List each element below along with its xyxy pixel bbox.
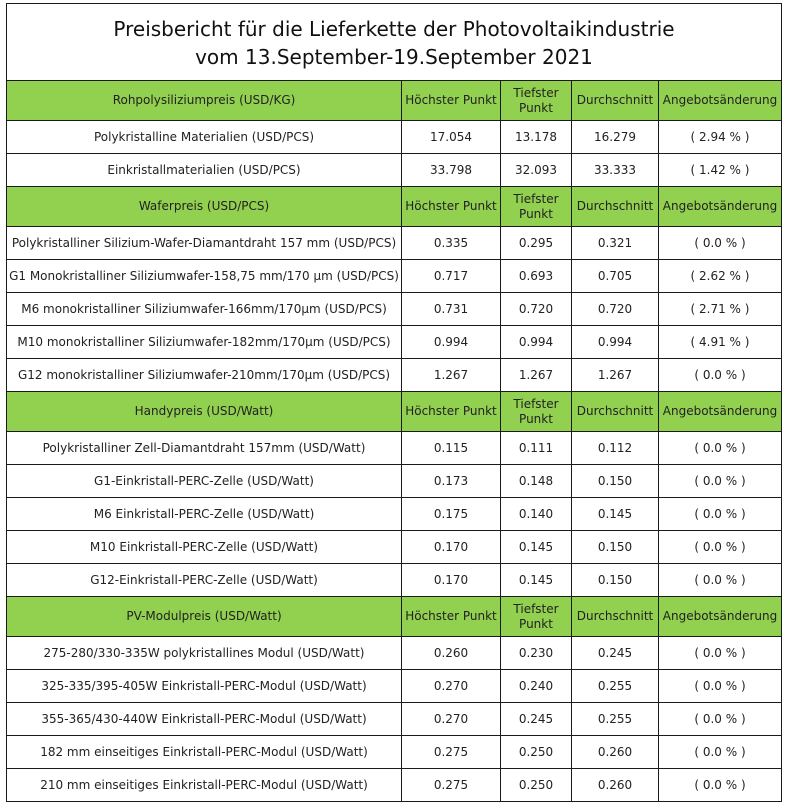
change-value: ( 0.0 % ): [659, 703, 782, 736]
change-value: ( 0.0 % ): [659, 564, 782, 597]
high-value: 17.054: [402, 121, 501, 154]
low-value: 0.250: [501, 736, 572, 769]
low-value: 0.245: [501, 703, 572, 736]
product-name: 275-280/330-335W polykristallines Modul (USD/Watt): [7, 637, 402, 670]
table-row: [7, 637, 782, 670]
avg-value: 0.321: [572, 227, 659, 260]
col-header-low: Tiefster Punkt: [501, 392, 572, 432]
table-row: [7, 736, 782, 769]
price-report-table: [6, 3, 782, 802]
table-row: [7, 260, 782, 293]
table-row: [7, 703, 782, 736]
product-name: 325-335/395-405W Einkristall-PERC-Modul (USD/Watt): [7, 670, 402, 703]
table-row: [7, 359, 782, 392]
section-header: Handypreis (USD/Watt): [7, 392, 402, 432]
avg-value: 0.112: [572, 432, 659, 465]
section-header-row: [7, 392, 782, 432]
change-value: ( 0.0 % ): [659, 769, 782, 802]
section-header: Waferpreis (USD/PCS): [7, 187, 402, 227]
product-name: Polykristalliner Zell-Diamantdraht 157mm (USD/Watt): [7, 432, 402, 465]
title-row: [7, 4, 782, 81]
change-value: ( 2.71 % ): [659, 293, 782, 326]
table-row: [7, 531, 782, 564]
col-header-change: Angebotsänderung: [659, 597, 782, 637]
product-name: M10 monokristalliner Siliziumwafer-182mm/170μm (USD/PCS): [7, 326, 402, 359]
low-value: 0.140: [501, 498, 572, 531]
change-value: ( 0.0 % ): [659, 637, 782, 670]
col-header-high: Höchster Punkt: [402, 392, 501, 432]
avg-value: 0.705: [572, 260, 659, 293]
product-name: M10 Einkristall-PERC-Zelle (USD/Watt): [7, 531, 402, 564]
col-header-avg: Durchschnitt: [572, 392, 659, 432]
avg-value: 0.255: [572, 670, 659, 703]
table-row: [7, 432, 782, 465]
low-value: 0.994: [501, 326, 572, 359]
section-header: PV-Modulpreis (USD/Watt): [7, 597, 402, 637]
avg-value: 0.150: [572, 531, 659, 564]
change-value: ( 4.91 % ): [659, 326, 782, 359]
high-value: 33.798: [402, 154, 501, 187]
high-value: 0.275: [402, 769, 501, 802]
avg-value: 0.994: [572, 326, 659, 359]
table-row: [7, 465, 782, 498]
product-name: G12-Einkristall-PERC-Zelle (USD/Watt): [7, 564, 402, 597]
low-value: 0.148: [501, 465, 572, 498]
avg-value: 0.245: [572, 637, 659, 670]
change-value: ( 0.0 % ): [659, 227, 782, 260]
avg-value: 0.260: [572, 736, 659, 769]
change-value: ( 2.62 % ): [659, 260, 782, 293]
high-value: 0.173: [402, 465, 501, 498]
change-value: ( 0.0 % ): [659, 498, 782, 531]
high-value: 0.175: [402, 498, 501, 531]
product-name: Polykristalliner Silizium-Wafer-Diamantdraht 157 mm (USD/PCS): [7, 227, 402, 260]
col-header-change: Angebotsänderung: [659, 187, 782, 227]
low-value: 32.093: [501, 154, 572, 187]
table-row: [7, 154, 782, 187]
high-value: 0.260: [402, 637, 501, 670]
product-name: 355-365/430-440W Einkristall-PERC-Modul (USD/Watt): [7, 703, 402, 736]
col-header-high: Höchster Punkt: [402, 81, 501, 121]
product-name: M6 monokristalliner Siliziumwafer-166mm/170μm (USD/PCS): [7, 293, 402, 326]
product-name: 210 mm einseitiges Einkristall-PERC-Modul (USD/Watt): [7, 769, 402, 802]
table-row: [7, 293, 782, 326]
change-value: ( 2.94 % ): [659, 121, 782, 154]
low-value: 0.240: [501, 670, 572, 703]
product-name: M6 Einkristall-PERC-Zelle (USD/Watt): [7, 498, 402, 531]
avg-value: 1.267: [572, 359, 659, 392]
table-row: [7, 769, 782, 802]
title-line-2: vom 13.September-19.September 2021: [195, 45, 593, 69]
product-name: G12 monokristalliner Siliziumwafer-210mm/170μm (USD/PCS): [7, 359, 402, 392]
low-value: 0.230: [501, 637, 572, 670]
title-line-1: Preisbericht für die Lieferkette der Photovoltaikindustrie: [113, 17, 675, 41]
high-value: 1.267: [402, 359, 501, 392]
high-value: 0.270: [402, 703, 501, 736]
col-header-high: Höchster Punkt: [402, 597, 501, 637]
product-name: G1-Einkristall-PERC-Zelle (USD/Watt): [7, 465, 402, 498]
change-value: ( 0.0 % ): [659, 736, 782, 769]
high-value: 0.115: [402, 432, 501, 465]
high-value: 0.270: [402, 670, 501, 703]
table-row: [7, 121, 782, 154]
high-value: 0.170: [402, 531, 501, 564]
low-value: 0.693: [501, 260, 572, 293]
section-header: Rohpolysiliziumpreis (USD/KG): [7, 81, 402, 121]
high-value: 0.335: [402, 227, 501, 260]
col-header-avg: Durchschnitt: [572, 187, 659, 227]
avg-value: 16.279: [572, 121, 659, 154]
change-value: ( 0.0 % ): [659, 432, 782, 465]
col-header-change: Angebotsänderung: [659, 81, 782, 121]
avg-value: 0.260: [572, 769, 659, 802]
avg-value: 0.720: [572, 293, 659, 326]
change-value: ( 1.42 % ): [659, 154, 782, 187]
col-header-low: Tiefster Punkt: [501, 187, 572, 227]
high-value: 0.731: [402, 293, 501, 326]
product-name: 182 mm einseitiges Einkristall-PERC-Modul (USD/Watt): [7, 736, 402, 769]
avg-value: 0.150: [572, 465, 659, 498]
report-body: [7, 4, 782, 802]
change-value: ( 0.0 % ): [659, 465, 782, 498]
low-value: 0.111: [501, 432, 572, 465]
col-header-avg: Durchschnitt: [572, 597, 659, 637]
low-value: 0.250: [501, 769, 572, 802]
low-value: 13.178: [501, 121, 572, 154]
col-header-low: Tiefster Punkt: [501, 597, 572, 637]
table-row: [7, 326, 782, 359]
change-value: ( 0.0 % ): [659, 670, 782, 703]
col-header-high: Höchster Punkt: [402, 187, 501, 227]
high-value: 0.275: [402, 736, 501, 769]
product-name: Einkristallmaterialien (USD/PCS): [7, 154, 402, 187]
product-name: G1 Monokristalliner Siliziumwafer-158,75 mm/170 μm (USD/PCS): [7, 260, 402, 293]
col-header-avg: Durchschnitt: [572, 81, 659, 121]
avg-value: 0.255: [572, 703, 659, 736]
high-value: 0.994: [402, 326, 501, 359]
low-value: 0.720: [501, 293, 572, 326]
low-value: 0.145: [501, 564, 572, 597]
product-name: Polykristalline Materialien (USD/PCS): [7, 121, 402, 154]
low-value: 0.145: [501, 531, 572, 564]
col-header-low: Tiefster Punkt: [501, 81, 572, 121]
high-value: 0.170: [402, 564, 501, 597]
table-row: [7, 564, 782, 597]
change-value: ( 0.0 % ): [659, 359, 782, 392]
table-row: [7, 227, 782, 260]
table-row: [7, 498, 782, 531]
section-header-row: [7, 187, 782, 227]
change-value: ( 0.0 % ): [659, 531, 782, 564]
high-value: 0.717: [402, 260, 501, 293]
avg-value: 0.150: [572, 564, 659, 597]
section-header-row: [7, 597, 782, 637]
table-row: [7, 670, 782, 703]
avg-value: 0.145: [572, 498, 659, 531]
section-header-row: [7, 81, 782, 121]
low-value: 1.267: [501, 359, 572, 392]
avg-value: 33.333: [572, 154, 659, 187]
report-title: [7, 4, 782, 81]
low-value: 0.295: [501, 227, 572, 260]
col-header-change: Angebotsänderung: [659, 392, 782, 432]
